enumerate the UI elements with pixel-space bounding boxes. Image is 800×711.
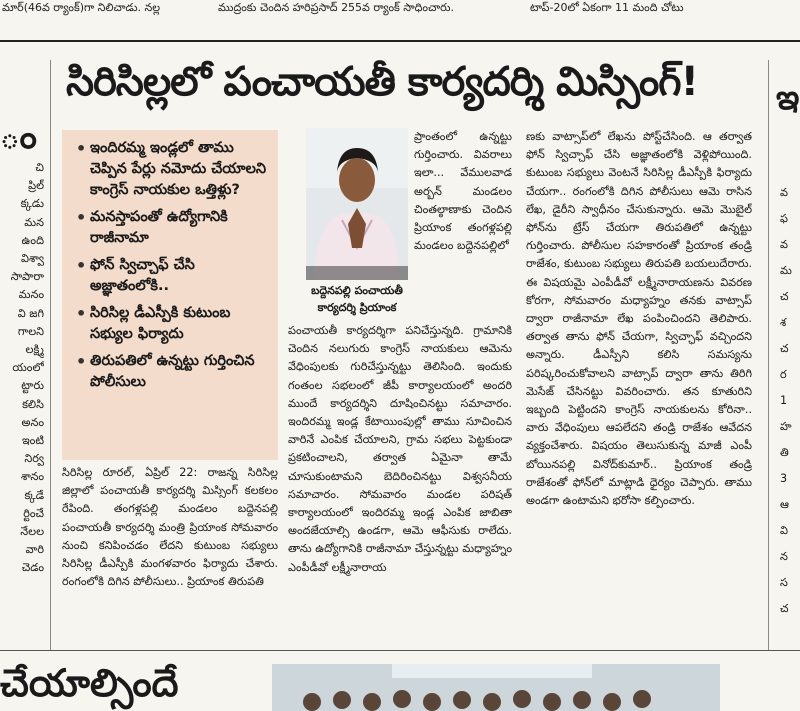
left-fragment-line: వారి: [25, 543, 44, 557]
group-photo-icon: [272, 664, 720, 711]
right-fragment-lines: [780, 180, 800, 622]
left-fragment-line: లక్ష్మి: [25, 343, 44, 357]
left-fragment-line: ఉంది: [21, 233, 44, 247]
right-fragment-line: 1: [780, 394, 788, 407]
person-photo-icon: [306, 128, 408, 280]
left-fragment-line: వి జగి: [17, 306, 44, 320]
left-fragment-line: కలిసి: [22, 397, 44, 411]
left-fragment-line: క్కడు: [20, 197, 44, 211]
group-photo: [272, 664, 720, 711]
story-column-1: [62, 464, 278, 644]
right-fragment-line: తి: [780, 446, 789, 459]
right-fragment-head: ఇ: [776, 78, 800, 118]
right-fragment-column: [780, 180, 800, 630]
right-fragment-line: చ: [780, 290, 789, 303]
photo-caption: బద్దెనపల్లి పంచాయతీ కార్యదర్శి ప్రియాంక: [311, 284, 403, 314]
right-fragment-line: హ: [780, 420, 792, 433]
right-fragment-line: ఫ: [780, 212, 788, 225]
left-fragment-line: ఇంటి: [21, 434, 44, 448]
story-column-2-bottom-text: పంచాయతీ కార్యదర్శిగా పనిచేస్తున్నది. గ్రామానికి చెందిన నలుగురు కాంగ్రెస్ నాయకులు ఆమెను వేధింపులకు గురిచేస్తున్నట్టు తెలిసింది. ఇందుకు గంతంల సభలంలో జీపీ కార్యాలయంలో అందరి ముందే కార్యదర్శిని దూషించినట్టు సమాచారం. ఇందిరమ్మ ఇండ్ల కేటాయింపుల్లో తాము సూచించిన వారినే ఎంపిక చేయాలని, గ్రామ సభలు పెట్టకుండా ప్రకటించాలని, తర్వాత ఏమైనా తామే చూసుకుంటామని బెదిరించినట్టు విశ్వసనీయ సమాచారం. సోమవారం మండల పరిషత్ కార్యాలయంలో ఇందిరమ్మ ఇండ్ల ఎంపిక జాబితా అందజేయాల్సి ఉండగా, ఆమె ఆఫీసుకు రాలేదు. తాను ఉద్యోగానికి రాజీనామా చేస్తున్నట్టు మధ్యాహ్నం ఎంపీడీవో లక్ష్మీనారాయ: [288, 324, 512, 574]
highlights-list: [62, 130, 278, 393]
left-fragment-lines: [0, 159, 44, 578]
story-column-2-top-text: ప్రాంతంలో ఉన్నట్టు గుర్తించారు. వివరాలు ఇలా... వేములవాడ అర్బన్ మండలం చింతల్ఠాణాకు చెందిన ప్రియాంక తంగళ్లపల్లి మండలం బద్దెనపల్లిలో: [414, 130, 512, 253]
right-column-divider: [768, 60, 769, 650]
left-fragment-line: నిర్వ: [24, 452, 44, 466]
left-fragment-column: [0, 115, 44, 625]
left-fragment-line: చి: [35, 161, 44, 174]
left-fragment-line: మనం: [18, 288, 44, 302]
right-fragment-line: ర: [780, 368, 787, 381]
story-column-3-text: ణకు వాట్సాప్‌లో లేఖను పోస్ట్‌చేసింది. ఆ తర్వాత ఫోన్ స్విచ్చాఫ్ చేసి అజ్ఞాతంలోకి వెళ్లిపోయింది. కుటుంబ సభ్యులు వెంటనే సిరిసిల్ల డీఎస్పీకి ఫిర్యాదు చేయగా.. రంగంలోకి దిగిన పోలీసులు ఆమె రాసిన లేఖ, డైరీని స్వాధీనం చేసుకున్నారు. ఆమె మొబైల్ ఫోన్‌ను ట్రేస్ చేయగా తిరుపతిలో ఉన్నట్టు గుర్తించారు. పోలీసుల సహకారంతో ప్రియాంక తండ్రి రాజేశం, కుటుంబ సభ్యులు తిరుపతి బయలుదేరారు. ఈ విషయమై ఎంపీడీవో లక్ష్మీనారాయణను వివరణ కోరగా, సోమవారం మధ్యాహ్నం తనకు వాట్సాప్ ద్వారా రాజీనామా లేఖ పంపించిందని తెలిపారు. తర్వాత తాను ఫోన్ చేయగా, స్విచ్ఛాఫ్ వచ్చిందని అన్నారు. డీఎస్పీని కలిసి సమస్యను పరిష్కరించుకోవాలని వాట్సాప్ ద్వారా తాను తిరిగి మెసేజ్ చేసినట్టు వివరించారు. తన కూతురిని ఇబ్బంది పెట్టిందని కాంగ్రెస్ నాయకులను కోరినా.. వారు వేధింపులు ఆపలేదని తండ్రి రాజేశం ఆవేదన వ్యక్తంచేశారు. విషయం తెలుసుకున్న మాజీ ఎంపీ బోయినపల్లి వినోద్‌కుమార్.. ప్రియాంక తండ్రి రాజేశంతో ఫోన్‌లో మాట్లాడి ధైర్యం చెప్పారు. తాము అండగా ఉంటామని భరోసా కల్పించారు.: [526, 130, 752, 508]
story-column-1-text: సిరిసిల్ల రూరల్, ఏప్రిల్ 22: రాజన్న సిరిసిల్ల జిల్లాలో పంచాయతీ కార్యదర్శి మిస్సింగ్ కలకలం రేపింది. తంగళ్లపల్లి మండలం బద్దెనపల్లి పంచాయతీ కార్యదర్శి మంత్రి ప్రియాంక సోమవారం నుంచి కనిపించడం లేదని కుటుంబ సభ్యులు సిరిసిల్ల డీఎస్పీకి మంగళవారం ఫిర్యాదు చేశారు. రంగంలోకి దిగిన పోలీసులు.. ప్రియాంక తిరుపతి: [62, 466, 278, 589]
highlights-box: [62, 130, 278, 460]
right-fragment-line: వ: [780, 186, 788, 199]
right-fragment-line: ఆ: [780, 498, 789, 511]
story-column-2-top: [414, 128, 512, 304]
left-fragment-line: ర్టించే: [23, 506, 44, 520]
previous-story-strip: [0, 0, 800, 22]
story-column-2-bottom: [288, 322, 512, 642]
right-fragment-line: న: [780, 550, 788, 563]
left-fragment-line: గాలని: [17, 324, 44, 338]
left-fragment-line: యంలో: [12, 361, 44, 375]
left-fragment-line: ప్రిల్: [28, 179, 44, 193]
right-fragment-line: చ: [780, 602, 789, 615]
left-fragment-line: మన: [24, 215, 44, 229]
left-fragment-line: నేలల: [20, 525, 44, 539]
bottom-divider: [0, 650, 800, 651]
story-headline: సిరిసిల్లలో పంచాయతీ కార్యదర్శి మిస్సింగ్!: [66, 59, 698, 105]
left-fragment-line: ట్టారు: [21, 379, 44, 393]
highlight-item: • ఫోన్ స్విచ్చాఫ్ చేసి అజ్ఞాతంలోకి..: [78, 255, 272, 297]
left-fragment-line: శానం: [20, 470, 44, 484]
next-story-headline: చేయాల్సిందే: [0, 661, 179, 705]
left-fragment-line: చెడం: [21, 561, 44, 575]
strip-text-col2: ముద్రంకు చెందిన హరిప్రసాద్ 255వ ర్యాంక్ సాధించారు.: [218, 1, 454, 14]
right-fragment-line: స: [780, 576, 788, 589]
left-fragment-line: సాపారా: [10, 270, 44, 284]
highlight-item: • మనస్తాపంతో ఉద్యోగానికి రాజీనామా: [78, 207, 272, 249]
top-divider: [0, 40, 800, 42]
right-fragment-line: చ: [780, 342, 789, 355]
left-column-divider: [50, 60, 51, 650]
secretary-photo: [306, 128, 408, 280]
right-fragment-line: వి: [780, 524, 788, 537]
highlight-item: • సిరిసిల్ల డీఎస్పీకి కుటుంబ సభ్యుల ఫిర్యాదు: [78, 303, 272, 345]
right-fragment-line: వ: [780, 238, 788, 251]
story-column-3: [526, 128, 752, 642]
right-fragment-line: శ: [780, 316, 787, 329]
highlight-item: • తిరుపతిలో ఉన్నట్టు గుర్తించిన పోలీసులు: [78, 351, 272, 393]
highlight-item: • ఇందిరమ్మ ఇండ్లలో తాము చెప్పిన పేర్లు నమోదు చేయాలని కాంగ్రెస్ నాయకుల ఒత్తిళ్లు?: [78, 138, 272, 201]
left-fragment-line: క్కడే: [24, 488, 44, 502]
right-fragment-line: మ: [780, 264, 792, 277]
left-fragment-line: విశ్వా: [21, 252, 44, 266]
left-fragment-line: అనం: [21, 415, 44, 429]
right-fragment-line: 3: [780, 472, 788, 485]
strip-text-col3: టాప్-20లో ఏకంగా 11 మంది చోటు: [530, 1, 684, 14]
left-fragment-head: ం: [0, 117, 37, 157]
strip-text-col1: మార్(46వ ర్యాంక్)గా నిలిచాడు. నల్ల: [2, 1, 161, 14]
